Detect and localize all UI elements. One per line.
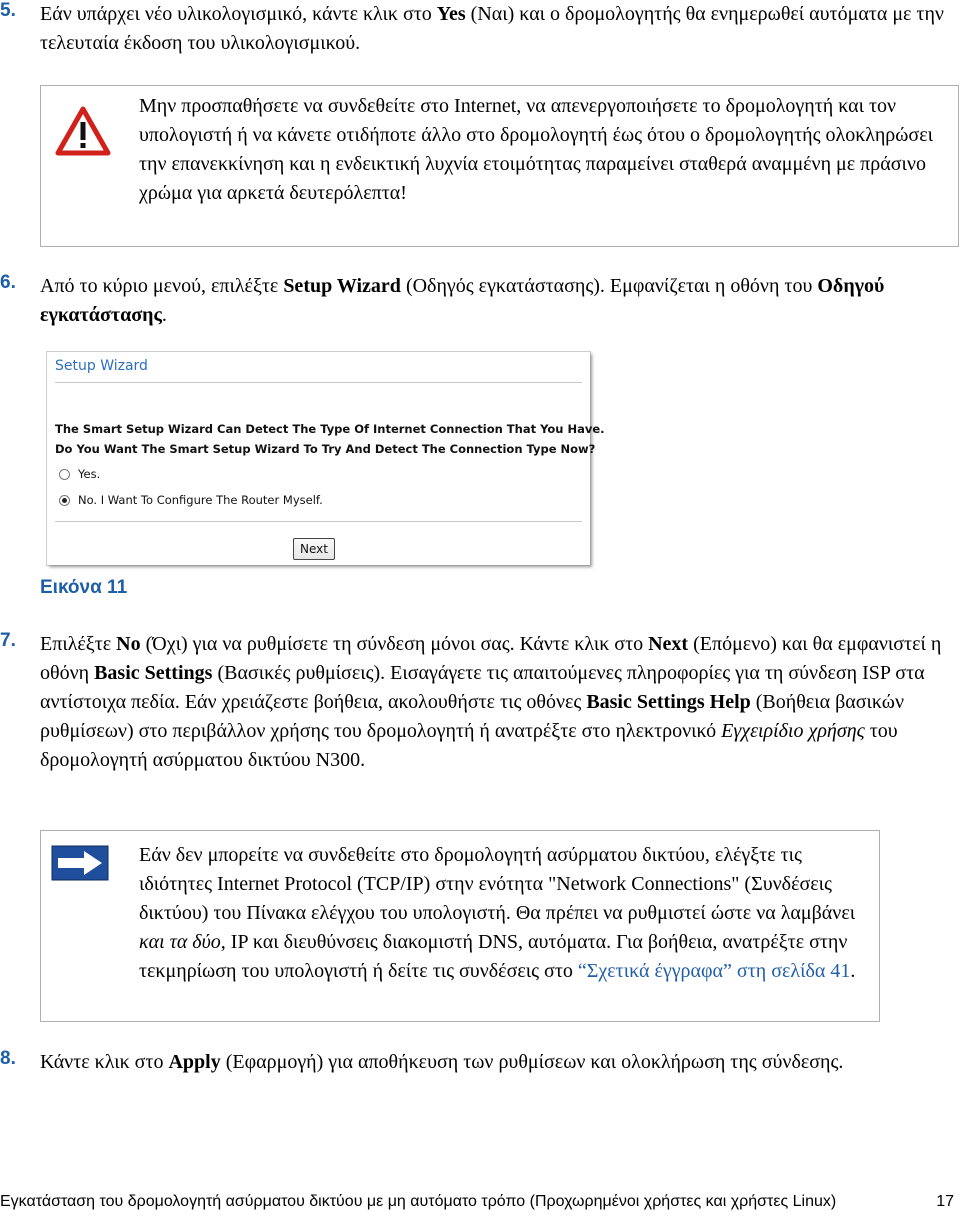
footer-title: Εγκατάσταση του δρομολογητή ασύρματου δικτύου με μη αυτόματο τρόπο (Προχωρημένοι χρήστες και χρήστες Linux): [0, 1193, 837, 1210]
setup-wizard-screenshot: [47, 352, 605, 565]
wizard-question-2: Do You Want The Smart Setup Wizard To Try And Detect The Connection Type Now?: [55, 442, 596, 456]
wizard-question-1: The Smart Setup Wizard Can Detect The Type Of Internet Connection That You Have.: [55, 422, 605, 436]
step-5: [0, 0, 950, 58]
related-docs-link[interactable]: “Σχετικά έγγραφα” στη σελίδα 41: [577, 960, 851, 982]
step-number: 6.: [0, 272, 16, 293]
page-number: 17: [936, 1193, 954, 1210]
step-text: Κάντε κλικ στο Apply (Εφαρμογή) για αποθήκευση των ρυθμίσεων και ολοκλήρωση της σύνδεσης.: [40, 1051, 844, 1073]
radio-option-yes[interactable]: [59, 467, 100, 481]
step-text: Επιλέξτε No (Όχι) για να ρυθμίσετε τη σύνδεση μόνοι σας. Κάντε κλικ στο Next (Επόμενο) και θα εμφανιστεί η οθόνη Basic Settings (Βασικές ρυθμίσεις). Εισαγάγετε τις απαιτούμενες πληροφορίες για τη σύνδεση ISP στα αντίστοιχα πεδία. Εάν χρειάζεστε βοήθεια, ακολουθήστε τις οθόνες Basic Settings Help (Βοήθεια βασικών ρυθμίσεων) στο περιβάλλον χρήσης του δρομολογητή ή ανατρέξτε στο ηλεκτρονικό Εγχειρίδιο χρήσης του δρομολογητή ασύρματου δικτύου N300.: [40, 633, 942, 771]
radio-label: No. I Want To Configure The Router Myself.: [78, 493, 323, 507]
wizard-title: Setup Wizard: [55, 358, 148, 374]
radio-button-selected[interactable]: [59, 495, 70, 506]
figure-caption: Εικόνα 11: [40, 577, 128, 598]
divider: [55, 382, 582, 383]
step-number: 7.: [0, 630, 16, 651]
radio-option-no[interactable]: [59, 493, 323, 507]
step-text: Από το κύριο μενού, επιλέξτε Setup Wizard (Οδηγός εγκατάστασης). Εμφανίζεται η οθόνη του Οδηγού εγκατάστασης.: [40, 275, 885, 326]
divider: [55, 521, 582, 522]
warning-text: Μην προσπαθήσετε να συνδεθείτε στο Internet, να απενεργοποιήσετε το δρομολογητή και τον υπολογιστή ή να κάνετε οτιδήποτε άλλο στο δρομολογητή έως ότου ο δρομολογητής ολοκληρώσει την επανεκκίνηση και η ενδεικτική λυχνία ετοιμότητας παραμείνει σταθερά αναμμένη με πράσινο χρώμα για αρκετά δευτερόλεπτα!: [139, 95, 933, 204]
warning-triangle-icon: [55, 106, 111, 161]
radio-button[interactable]: [59, 469, 70, 480]
step-8: [0, 1048, 950, 1077]
step-number: 8.: [0, 1048, 16, 1069]
note-box: [40, 830, 880, 1022]
radio-label: Yes.: [78, 467, 101, 481]
step-number: 5.: [0, 0, 16, 21]
step-6: [0, 272, 950, 330]
warning-box: [40, 85, 959, 247]
next-button[interactable]: Next: [293, 538, 335, 560]
arrow-right-icon: [51, 845, 109, 886]
step-7: [0, 630, 950, 775]
step-text: Εάν υπάρχει νέο υλικολογισμικό, κάντε κλικ στο Yes (Ναι) και ο δρομολογητής θα ενημερωθεί αυτόματα με την τελευταία έκδοση του υλικολογισμικού.: [40, 3, 944, 54]
note-text: Εάν δεν μπορείτε να συνδεθείτε στο δρομολογητή ασύρματου δικτύου, ελέγξτε τις ιδιότητες Internet Protocol (TCP/IP) στην ενότητα "Network Connections" (Συνδέσεις δικτύου) του Πίνακα ελέγχου του υπολογιστή. Θα πρέπει να ρυθμιστεί ώστε να λαμβάνει και τα δύο, IP και διευθύνσεις διακομιστή DNS, αυτόματα. Για βοήθεια, ανατρέξτε στην τεκμηρίωση του υπολογιστή ή δείτε τις συνδέσεις στο “Σχετικά έγγραφα” στη σελίδα 41.: [139, 844, 856, 982]
